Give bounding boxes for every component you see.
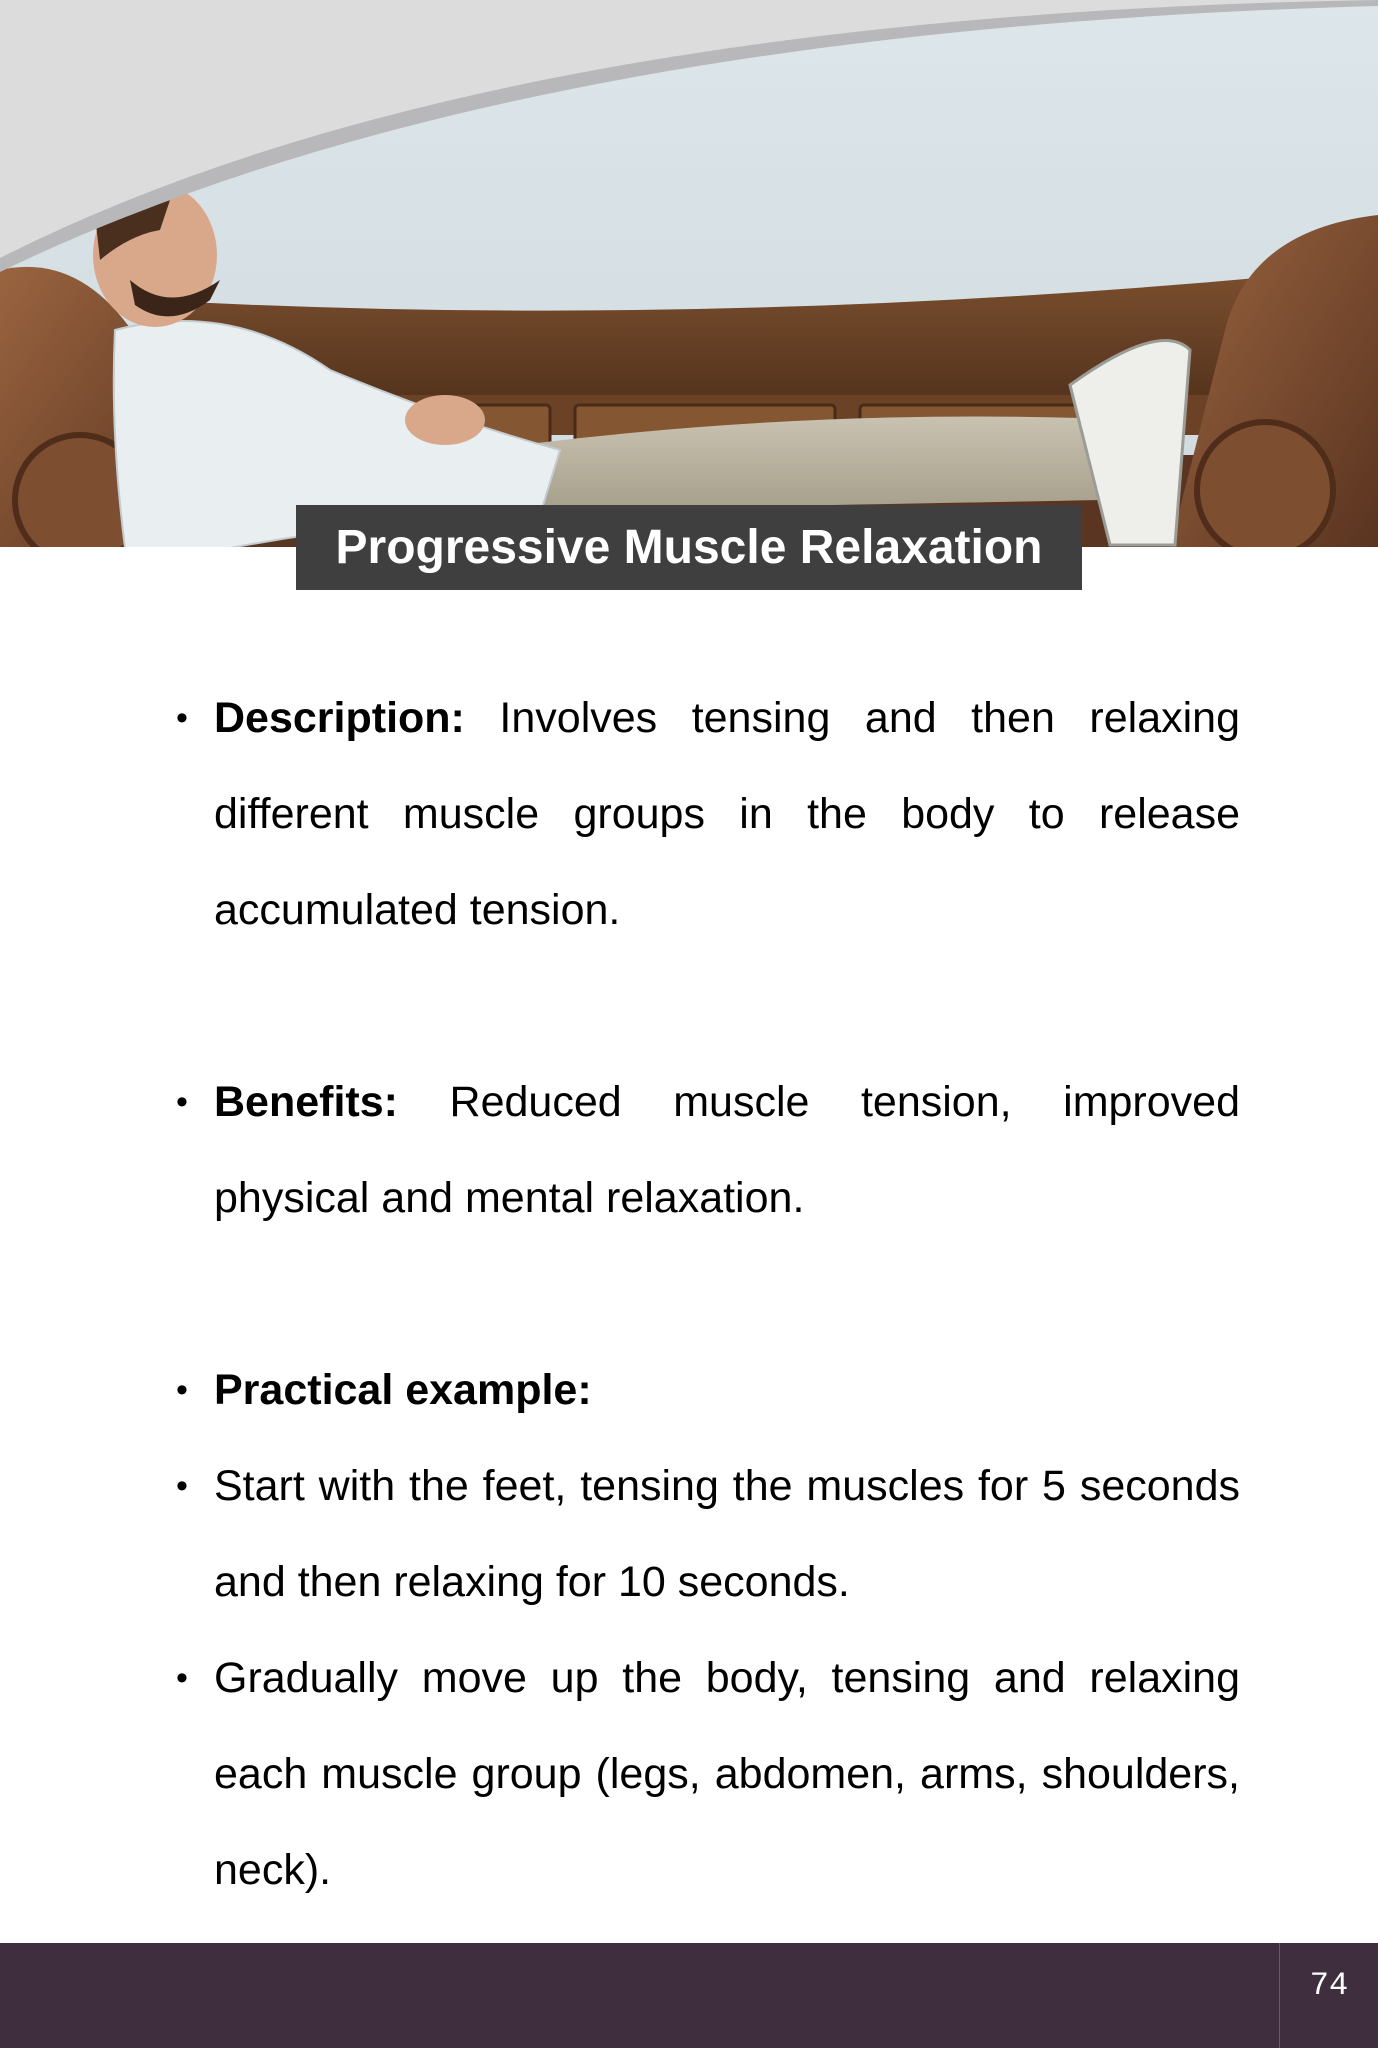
bullet-icon: • — [176, 699, 188, 737]
item-label: Practical example: — [214, 1366, 592, 1414]
bullet-icon: • — [176, 1467, 188, 1505]
item-text: Involves tensing and then relaxing different muscle groups in the body to release accumulated tension. — [214, 694, 1240, 934]
page-title: Progressive Muscle Relaxation — [296, 505, 1082, 590]
relaxing-man-on-sofa-illustration — [0, 0, 1378, 548]
list-item-step-body — [176, 1630, 1240, 1918]
list-item-benefits — [176, 1054, 1240, 1246]
list-item-practical-example — [176, 1342, 1240, 1438]
item-text: Reduced muscle tension, improved physical and mental relaxation. — [214, 1078, 1240, 1222]
list-item-description — [176, 670, 1240, 958]
bullet-icon: • — [176, 1371, 188, 1409]
hero-image — [0, 0, 1378, 548]
list-item-step-feet — [176, 1438, 1240, 1630]
bullet-icon: • — [176, 1083, 188, 1121]
item-text: Gradually move up the body, tensing and relaxing each muscle group (legs, abdomen, arms, shoulders, neck). — [214, 1654, 1240, 1894]
item-text: Start with the feet, tensing the muscles for 5 seconds and then relaxing for 10 seconds. — [214, 1462, 1240, 1606]
content-list — [176, 670, 1240, 1918]
footer-bar — [0, 1943, 1378, 2048]
item-label: Description: — [214, 694, 465, 742]
page-number: 74 — [1279, 1943, 1378, 2048]
bullet-icon: • — [176, 1659, 188, 1697]
item-label: Benefits: — [214, 1078, 398, 1126]
